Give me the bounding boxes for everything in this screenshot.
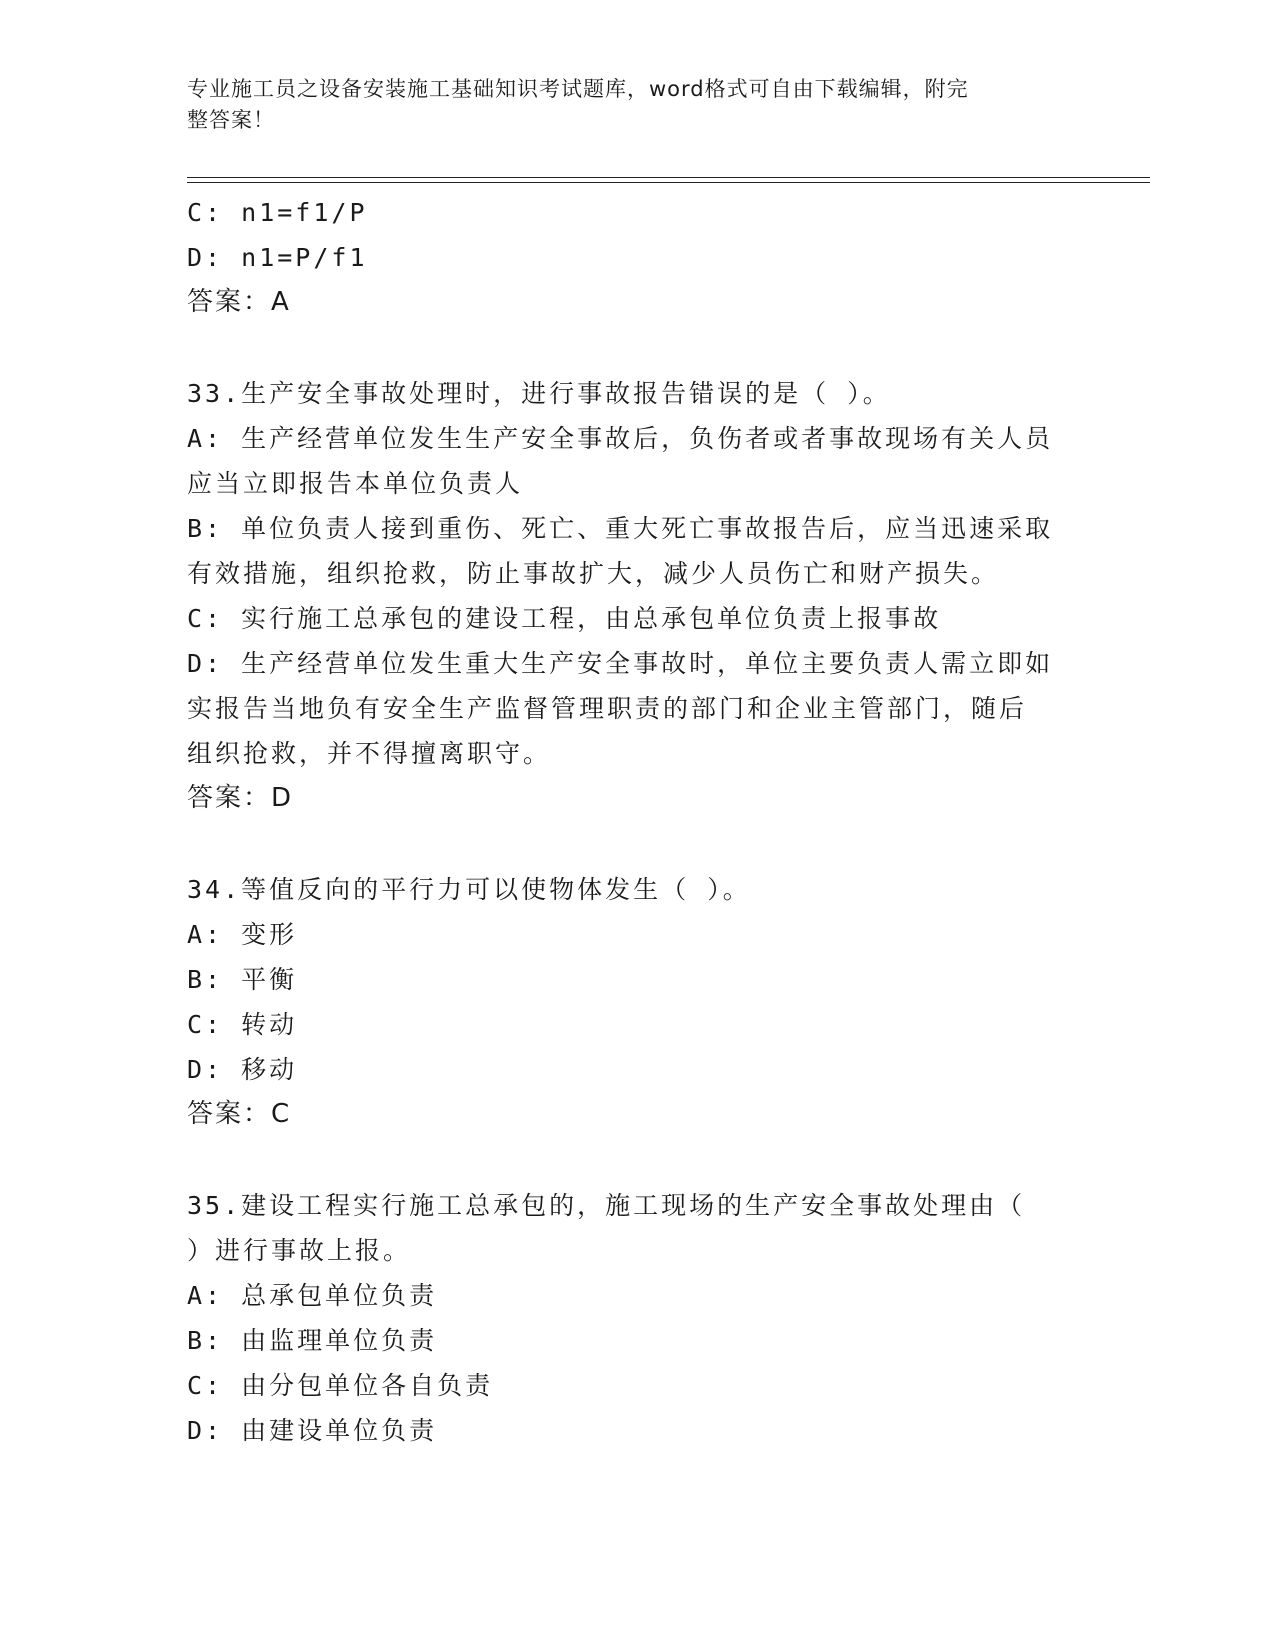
question-stem: 34.等值反向的平行力可以使物体发生（ ）。	[187, 875, 751, 904]
option-d: D: 由建设单位负责	[187, 1416, 438, 1445]
question-list	[187, 190, 1087, 1453]
header-divider-bottom	[187, 182, 1150, 183]
question-33	[187, 371, 1087, 821]
answer-line: 答案：C	[187, 1099, 292, 1129]
option-d: D: 移动	[187, 1055, 298, 1084]
option-b: B: 由监理单位负责	[187, 1326, 438, 1355]
answer-line: 答案：A	[187, 287, 291, 317]
option-a: A: 变形	[187, 920, 298, 949]
option-b: B: 平衡	[187, 965, 298, 994]
option-a: A: 总承包单位负责	[187, 1281, 438, 1310]
option-c: C: 由分包单位各自负责	[187, 1371, 494, 1400]
spacer	[187, 1137, 1087, 1183]
prev-question-block	[187, 190, 1087, 325]
spacer	[187, 821, 1087, 867]
question-34	[187, 867, 1087, 1137]
header-line-2: 整答案！	[187, 108, 275, 132]
option-b: B: 单位负责人接到重伤、死亡、重大死亡事故报告后，应当迅速采取	[187, 514, 1054, 543]
option-b-continued: 有效措施，组织抢救，防止事故扩大，减少人员伤亡和财产损失。	[187, 559, 1000, 588]
option-a-continued: 应当立即报告本单位负责人	[187, 469, 524, 498]
option-c: C: 实行施工总承包的建设工程，由总承包单位负责上报事故	[187, 604, 942, 633]
header-line-1: 专业施工员之设备安装施工基础知识考试题库，word格式可自由下载编辑，附完	[187, 77, 969, 101]
option-c: C: 转动	[187, 1010, 298, 1039]
option-d: D: n1=P/f1	[187, 243, 368, 272]
spacer	[187, 325, 1087, 371]
question-stem: 35.建设工程实行施工总承包的，施工现场的生产安全事故处理由（	[187, 1191, 1026, 1220]
question-stem-continued: ）进行事故上报。	[187, 1236, 412, 1265]
option-d-continued: 实报告当地负有安全生产监督管理职责的部门和企业主管部门，随后	[187, 694, 1028, 723]
option-c: C: n1=f1/P	[187, 198, 368, 227]
question-stem: 33.生产安全事故处理时，进行事故报告错误的是（ ）。	[187, 379, 891, 408]
option-d-continued: 组织抢救，并不得擅离职守。	[187, 739, 552, 768]
answer-line: 答案：D	[187, 783, 294, 813]
option-a: A: 生产经营单位发生生产安全事故后，负伤者或者事故现场有关人员	[187, 424, 1054, 453]
option-d: D: 生产经营单位发生重大生产安全事故时，单位主要负责人需立即如	[187, 649, 1054, 678]
header-divider-top	[187, 177, 1150, 178]
document-header	[187, 74, 1067, 136]
question-35	[187, 1183, 1087, 1453]
